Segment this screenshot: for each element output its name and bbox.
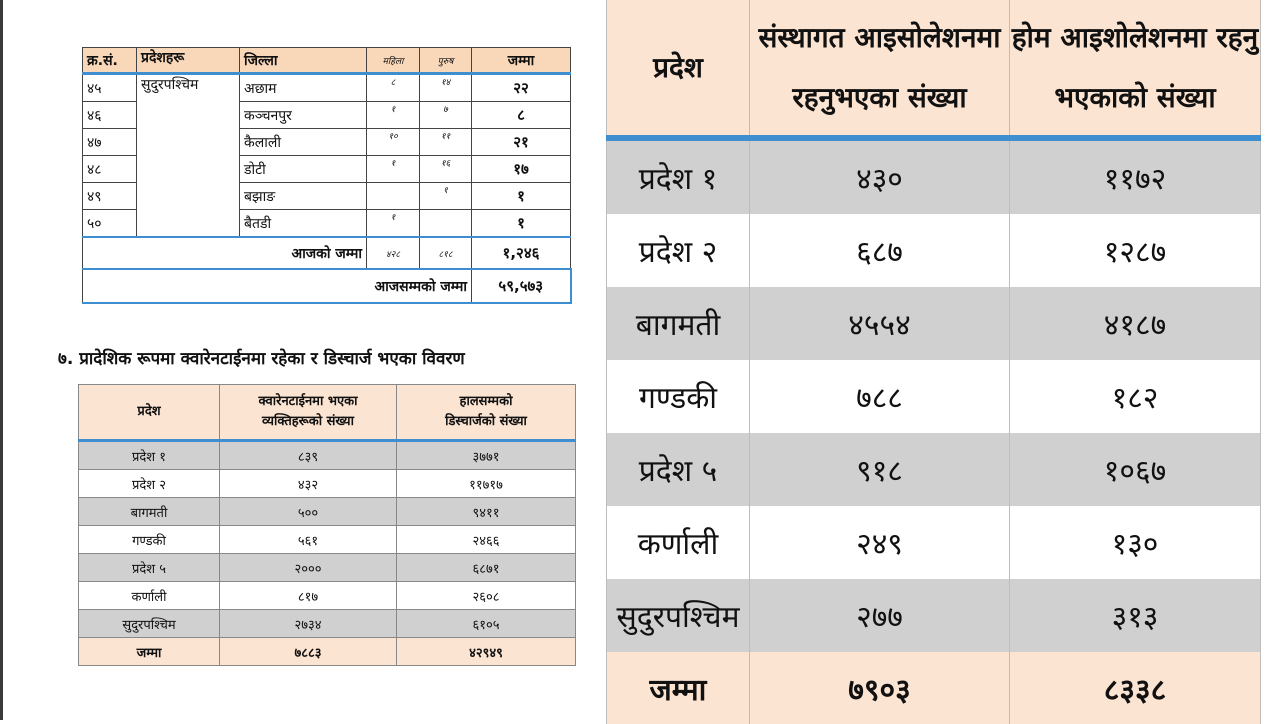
home-total: ८३३८ [1010,652,1261,724]
header-line: संस्थागत आइसोलेशनमा [758,20,1001,54]
home-cell: १३० [1010,506,1261,579]
institutional-cell: ९१८ [750,433,1010,506]
male-cell: ७ [420,102,472,129]
quarantine-table [78,384,576,666]
province-cell: सुदुरपश्चिम [607,579,750,652]
header-line: होम आइशोलेशनमा रहनु [1011,20,1259,54]
today-male-total: ८१८ [420,237,472,269]
table-row [79,582,576,610]
female-cell: १ [367,210,420,238]
province-cell: सुदुरपश्चिम [79,610,220,638]
table-row [83,74,571,102]
quarantined-cell: २७३४ [220,610,397,638]
table-header-row [79,385,576,441]
female-cell: १ [367,102,420,129]
province-cell: कर्णाली [79,582,220,610]
header-line: रहनुभएका संख्या [792,80,967,114]
discharged-cell: ३७७१ [397,441,576,470]
col-header-male: पुरुष [420,48,472,74]
serial-cell: ४७ [83,129,137,156]
male-cell: ११ [420,129,472,156]
table-row [607,360,1261,433]
district-cell: कञ्चनपुर [240,102,367,129]
cumulative-grand-total: ५९,५७३ [472,269,571,303]
total-cell: १७ [472,156,571,183]
col-header-institutional [750,0,1010,138]
province-cell: गण्डकी [607,360,750,433]
male-cell: १६ [420,156,472,183]
district-cell: कैलाली [240,129,367,156]
quarantined-cell: २००० [220,554,397,582]
header-line: भएकाको संख्या [1054,80,1216,114]
province-cell: बागमती [607,287,750,360]
serial-cell: ४६ [83,102,137,129]
district-cases-table [82,47,572,304]
header-line: क्वारेनटाईनमा भएका [258,394,358,409]
district-cell: डोटी [240,156,367,183]
female-cell: ८ [367,74,420,102]
total-cell: १ [472,183,571,210]
institutional-total: ७९०३ [750,652,1010,724]
province-cell: गण्डकी [79,526,220,554]
table-row [607,506,1261,579]
district-cell: बैतडी [240,210,367,238]
today-female-total: ४२८ [367,237,420,269]
total-row [79,638,576,666]
quarantined-total: ७८८३ [220,638,397,666]
cumulative-total-row [83,269,571,303]
district-cell: बझाङ [240,183,367,210]
home-cell: १८२ [1010,360,1261,433]
institutional-cell: २७७ [750,579,1010,652]
quarantined-cell: ८१७ [220,582,397,610]
col-header-serial: क्र.सं. [83,48,137,74]
total-cell: २१ [472,129,571,156]
institutional-cell: ४३० [750,138,1010,214]
col-header-district: जिल्ला [240,48,367,74]
institutional-cell: ६८७ [750,214,1010,287]
col-header-home [1010,0,1261,138]
province-cell: कर्णाली [607,506,750,579]
col-header-quarantined [220,385,397,441]
table-row [79,441,576,470]
discharged-cell: ६८७१ [397,554,576,582]
province-cell: प्रदेश २ [607,214,750,287]
province-cell: प्रदेश ५ [607,433,750,506]
table-header-row [607,0,1261,138]
table-row [79,470,576,498]
col-header-province: प्रदेश [79,385,220,441]
isolation-table [606,0,1261,724]
province-cell: बागमती [79,498,220,526]
serial-cell: ४८ [83,156,137,183]
total-cell: २२ [472,74,571,102]
quarantined-cell: ८३९ [220,441,397,470]
serial-cell: ५० [83,210,137,238]
discharged-total: ४२९४९ [397,638,576,666]
province-cell: प्रदेश १ [607,138,750,214]
table-row [607,214,1261,287]
quarantined-cell: ५६१ [220,526,397,554]
total-cell: ८ [472,102,571,129]
table-header-row [83,48,571,74]
discharged-cell: ९४११ [397,498,576,526]
quarantine-section-heading: ७. प्रादेशिक रूपमा क्वारेनटाईनमा रहेका र डिस्चार्ज भएका विवरण [58,349,465,369]
total-label: जम्मा [79,638,220,666]
header-line: व्यक्तिहरूको संख्या [262,414,354,429]
table-row [79,526,576,554]
col-header-discharged [397,385,576,441]
quarantined-cell: ४३२ [220,470,397,498]
province-cell: प्रदेश १ [79,441,220,470]
male-cell: १ [420,183,472,210]
total-cell: १ [472,210,571,238]
table-row [79,554,576,582]
female-cell [367,183,420,210]
discharged-cell: ११७१७ [397,470,576,498]
institutional-cell: ७८८ [750,360,1010,433]
discharged-cell: ६१०५ [397,610,576,638]
table-row [607,138,1261,214]
discharged-cell: २४६६ [397,526,576,554]
header-line: डिस्चार्जको संख्या [445,414,527,429]
home-cell: ३१३ [1010,579,1261,652]
total-row [607,652,1261,724]
today-grand-total: १,२४६ [472,237,571,269]
male-cell: १४ [420,74,472,102]
female-cell: १० [367,129,420,156]
col-header-province: प्रदेश [607,0,750,138]
home-cell: ४१८७ [1010,287,1261,360]
total-label: जम्मा [607,652,750,724]
table-row [607,287,1261,360]
page-left-border [0,0,3,720]
table-row [79,610,576,638]
home-cell: १२८७ [1010,214,1261,287]
province-cell: सुदुरपश्चिम [137,74,240,238]
quarantined-cell: ५०० [220,498,397,526]
today-total-label: आजको जम्मा [83,237,367,269]
institutional-cell: ४५५४ [750,287,1010,360]
col-header-province: प्रदेशहरू [137,48,240,74]
home-cell: १०६७ [1010,433,1261,506]
today-total-row [83,237,571,269]
col-header-female: महिला [367,48,420,74]
cumulative-total-label: आजसम्मको जम्मा [83,269,472,303]
female-cell: १ [367,156,420,183]
col-header-total: जम्मा [472,48,571,74]
table-row [607,433,1261,506]
province-cell: प्रदेश ५ [79,554,220,582]
district-cell: अछाम [240,74,367,102]
serial-cell: ४९ [83,183,137,210]
discharged-cell: २६०८ [397,582,576,610]
serial-cell: ४५ [83,74,137,102]
header-line: हालसम्मको [459,394,513,409]
institutional-cell: २४९ [750,506,1010,579]
province-cell: प्रदेश २ [79,470,220,498]
table-row [607,579,1261,652]
home-cell: ११७२ [1010,138,1261,214]
table-row [79,498,576,526]
male-cell [420,210,472,238]
